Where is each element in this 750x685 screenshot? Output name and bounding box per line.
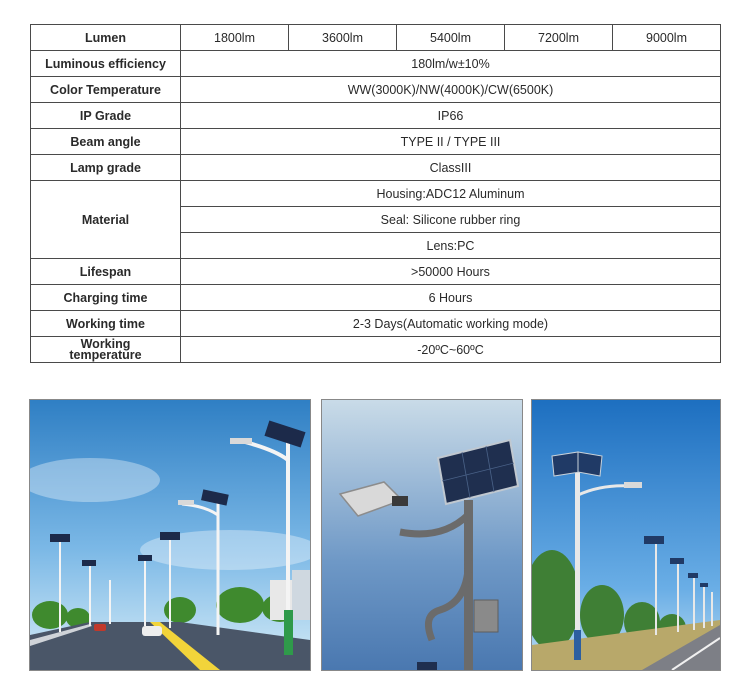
lumen-value: 9000lm <box>613 25 721 51</box>
road-scene-image <box>30 400 310 670</box>
lumen-value: 3600lm <box>289 25 397 51</box>
street-light-closeup-photo <box>322 400 522 670</box>
row-label-lamp-grade: Lamp grade <box>31 155 181 181</box>
row-value-material-lens: Lens:PC <box>181 233 721 259</box>
row-value-color-temperature: WW(3000K)/NW(4000K)/CW(6500K) <box>181 77 721 103</box>
row-value-lamp-grade: ClassIII <box>181 155 721 181</box>
table-row <box>31 51 721 77</box>
closeup-image <box>322 400 522 670</box>
row-value-charging-time: 6 Hours <box>181 285 721 311</box>
working-temp-label-line2: temperature <box>69 347 142 362</box>
row-label-charging-time: Charging time <box>31 285 181 311</box>
row-label-ip-grade: IP Grade <box>31 103 181 129</box>
table-row <box>31 311 721 337</box>
row-value-material-seal: Seal: Silicone rubber ring <box>181 207 721 233</box>
row-value-working-temperature: -20ºC~60ºC <box>181 337 721 363</box>
spec-table <box>30 24 721 363</box>
lumen-value: 1800lm <box>181 25 289 51</box>
street-light-road-photo <box>30 400 310 670</box>
table-row <box>31 129 721 155</box>
table-row <box>31 103 721 129</box>
row-label-working-time: Working time <box>31 311 181 337</box>
row-value-material-housing: Housing:ADC12 Aluminum <box>181 181 721 207</box>
table-row <box>31 155 721 181</box>
row-value-lifespan: >50000 Hours <box>181 259 721 285</box>
table-row <box>31 77 721 103</box>
table-row <box>31 259 721 285</box>
lumen-value: 5400lm <box>397 25 505 51</box>
row-label-beam-angle: Beam angle <box>31 129 181 155</box>
row-label-working-temperature <box>31 337 181 363</box>
row-label-color-temperature: Color Temperature <box>31 77 181 103</box>
row-value-beam-angle: TYPE II / TYPE III <box>181 129 721 155</box>
row-scene-image <box>532 400 720 670</box>
row-value-working-time: 2-3 Days(Automatic working mode) <box>181 311 721 337</box>
row-label-lifespan: Lifespan <box>31 259 181 285</box>
table-row <box>31 25 721 51</box>
row-label-efficiency: Luminous efficiency <box>31 51 181 77</box>
row-value-ip-grade: IP66 <box>181 103 721 129</box>
row-label-lumen: Lumen <box>31 25 181 51</box>
table-row <box>31 285 721 311</box>
table-row <box>31 337 721 363</box>
row-value-efficiency: 180lm/w±10% <box>181 51 721 77</box>
row-label-material: Material <box>31 181 181 259</box>
street-light-row-photo <box>532 400 720 670</box>
working-temp-label-line1: Working <box>80 336 131 351</box>
table-row <box>31 181 721 207</box>
lumen-value: 7200lm <box>505 25 613 51</box>
